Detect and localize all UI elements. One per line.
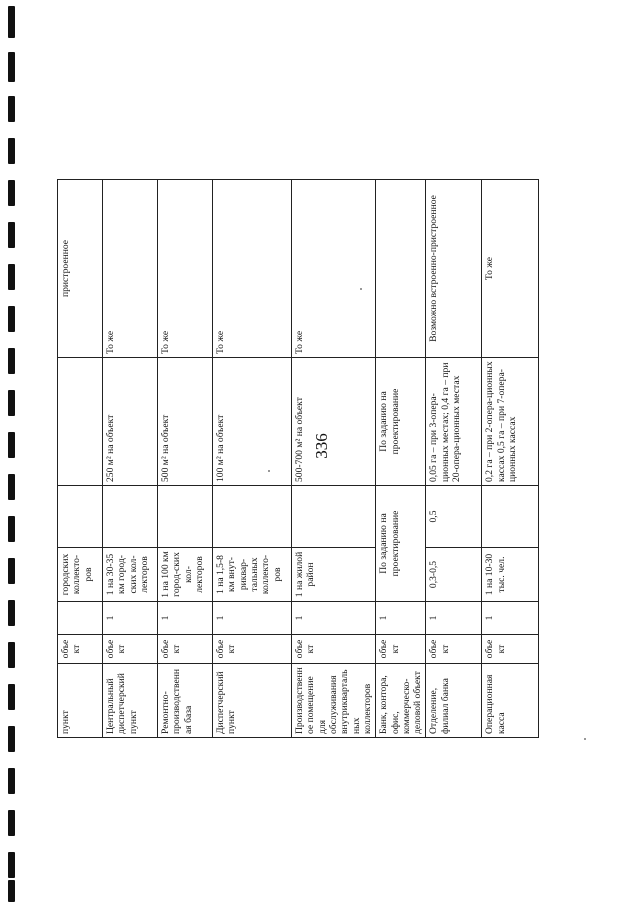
- build-type-cell: То же: [158, 180, 213, 358]
- placement-cell: 1 на 1,5-8 км внут-риквар-тальных коллекто-ров: [213, 548, 292, 602]
- ring-binding-marks: [8, 0, 18, 905]
- col5-cell: [58, 486, 103, 548]
- scan-speck: [360, 288, 362, 290]
- name-cell: пункт: [58, 664, 103, 738]
- placement-cell: 1 на 100 км город-ских кол-лекторов: [158, 548, 213, 602]
- unit-cell: объект: [426, 635, 482, 664]
- col5-cell: [292, 486, 376, 548]
- name-cell: Отделение, филиал банка: [426, 664, 482, 738]
- scan-speck: [268, 470, 270, 472]
- placement-cell: 1 на 10-30 тыс. чел.: [482, 548, 539, 602]
- unit-cell: объект: [482, 635, 539, 664]
- col5-cell: [103, 486, 158, 548]
- count-cell: 1: [482, 602, 539, 635]
- count-cell: 1: [158, 602, 213, 635]
- name-cell: Диспетчерский пункт: [213, 664, 292, 738]
- build-type-cell: То же: [213, 180, 292, 358]
- name-cell: Центральный диспетчерский пункт: [103, 664, 158, 738]
- count-cell: 1: [103, 602, 158, 635]
- table-row: [158, 180, 213, 738]
- unit-cell: объект: [376, 635, 426, 664]
- build-type-cell: [376, 180, 426, 358]
- norm-cell: 500-700 м² на объект: [292, 358, 376, 486]
- facilities-table: [57, 179, 539, 738]
- norm-cell: 100 м² на объект: [213, 358, 292, 486]
- build-type-cell: То же: [103, 180, 158, 358]
- build-type-cell: Возможно встроенно-пристроенное: [426, 180, 482, 358]
- placement-cell: 1 на 30-35 км город-ских кол-лекторов: [103, 548, 158, 602]
- col5-cell: 0,5: [426, 486, 482, 548]
- count-cell: 1: [376, 602, 426, 635]
- table-row: [292, 180, 376, 738]
- unit-cell: объект: [58, 635, 103, 664]
- col5-cell: [482, 486, 539, 548]
- unit-cell: объект: [103, 635, 158, 664]
- name-cell: Операционная касса: [482, 664, 539, 738]
- page-number: 336: [312, 433, 331, 459]
- table-row: [426, 180, 482, 738]
- placement-cell: По заданию на проектирование: [376, 486, 426, 602]
- scan-speck: [584, 738, 586, 740]
- norm-cell: 0,05 га – при 3-опера-ционных местах; 0,4 га – при 20-опера-ционных местах: [426, 358, 482, 486]
- name-cell: Банк, контора, офис, коммерческо-деловой объект: [376, 664, 426, 738]
- count-cell: 1: [213, 602, 292, 635]
- name-cell: Ремонтно-производственная база: [158, 664, 213, 738]
- count-cell: 1: [292, 602, 376, 635]
- unit-cell: объект: [213, 635, 292, 664]
- col5-cell: [213, 486, 292, 548]
- norm-cell: 500 м² на объект: [158, 358, 213, 486]
- table-row: [58, 180, 103, 738]
- name-cell: Производственное помещение для обслуживания внутриквартальных коллекторов: [292, 664, 376, 738]
- unit-cell: объект: [292, 635, 376, 664]
- norm-cell: 0,2 га – при 2-опера-ционных кассах 0,5 га – при 7-опера-ционных кассах: [482, 358, 539, 486]
- placement-cell: городских коллекто-ров: [58, 548, 103, 602]
- placement-cell: 1 на жилой район: [292, 548, 376, 602]
- norm-cell: [58, 358, 103, 486]
- unit-cell: объект: [158, 635, 213, 664]
- build-type-cell: пристроенное: [58, 180, 103, 358]
- table-row: [482, 180, 539, 738]
- count-cell: 1: [426, 602, 482, 635]
- count-cell: [58, 602, 103, 635]
- norm-cell: По заданию на проектирование: [376, 358, 426, 486]
- build-type-cell: То же: [292, 180, 376, 358]
- placement-cell: 0,3-0,5: [426, 548, 482, 602]
- norm-cell: 250 м² на объект: [103, 358, 158, 486]
- table-row: [376, 180, 426, 738]
- table-row: [213, 180, 292, 738]
- col5-cell: [158, 486, 213, 548]
- table-row: [103, 180, 158, 738]
- build-type-cell: То же: [482, 180, 539, 358]
- rotated-table-region: [57, 180, 517, 738]
